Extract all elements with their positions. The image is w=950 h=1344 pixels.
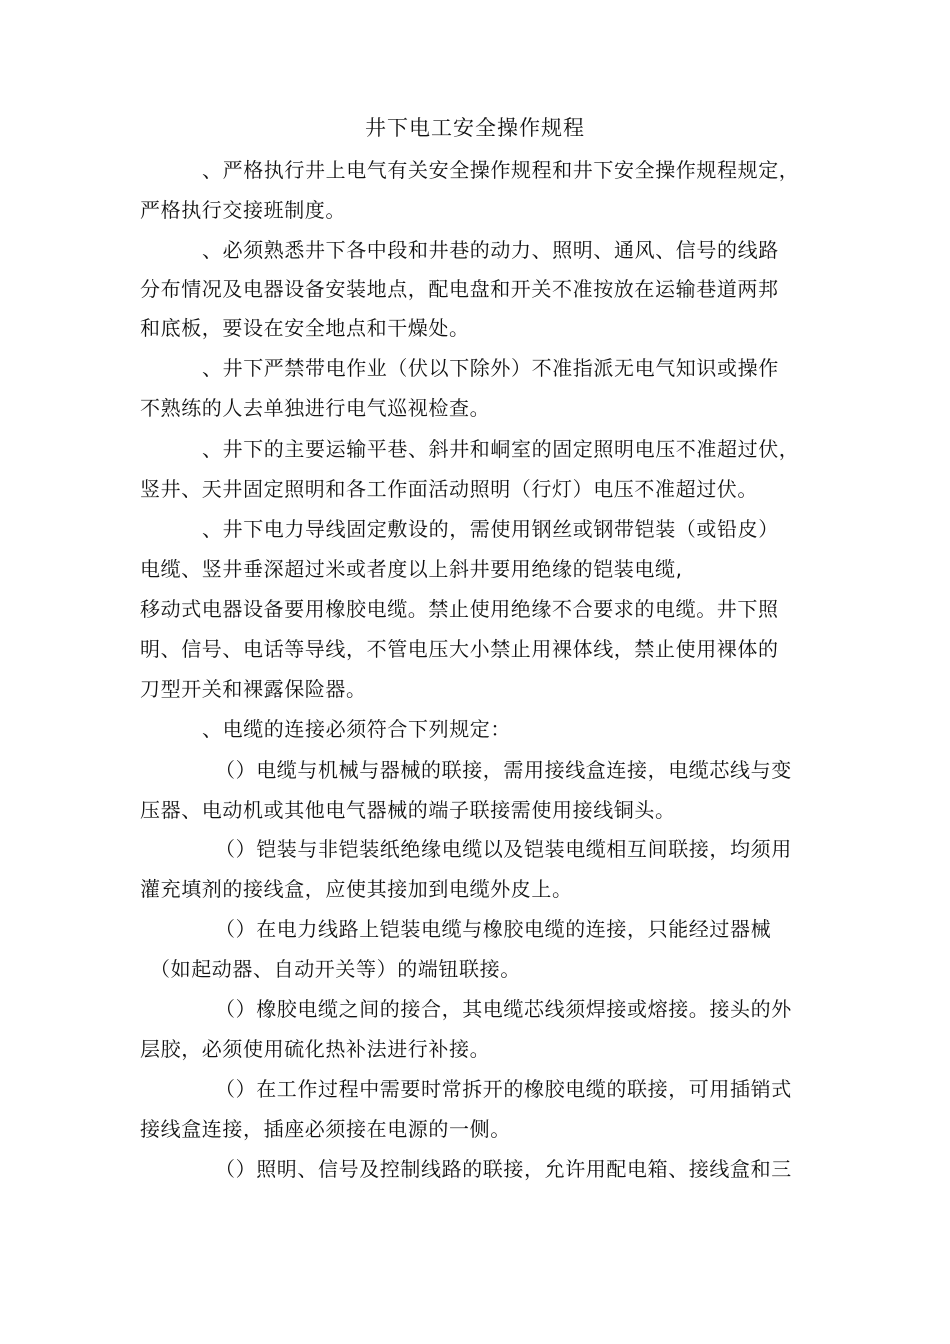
paragraph-line: 严格执行交接班制度。: [140, 198, 346, 222]
list-item-line: （）在电力线路上铠装电缆与橡胶电缆的连接，只能经过器械: [215, 917, 772, 941]
paragraph-line: 、电缆的连接必须符合下列规定：: [202, 717, 511, 741]
list-item-line: 层胶，必须使用硫化热补法进行补接。: [140, 1037, 491, 1061]
list-item-line: （）电缆与机械与器械的联接，需用接线盒连接，电缆芯线与变: [215, 758, 792, 782]
list-item-line: （如起动器、自动开关等）的端钮联接。: [150, 957, 521, 981]
list-item-line: （）铠装与非铠装纸绝缘电缆以及铠装电缆相互间联接，均须用: [215, 837, 792, 861]
list-item-line: （）照明、信号及控制线路的联接，允许用配电箱、接线盒和三: [215, 1157, 792, 1181]
list-item-line: （）橡胶电缆之间的接合，其电缆芯线须焊接或熔接。接头的外: [215, 997, 792, 1021]
paragraph-line: 不熟练的人去单独进行电气巡视检查。: [140, 396, 491, 420]
list-item-line: 接线盒连接，插座必须接在电源的一侧。: [140, 1117, 511, 1141]
list-item-line: 压器、电动机或其他电气器械的端子联接需使用接线铜头。: [140, 798, 676, 822]
document-title: 井下电工安全操作规程: [365, 116, 585, 140]
paragraph-line: 电缆、竖井垂深超过米或者度以上斜井要用绝缘的铠装电缆,: [140, 557, 683, 581]
paragraph-line: 移动式电器设备要用橡胶电缆。禁止使用绝缘不合要求的电缆。井下照: [140, 597, 779, 621]
paragraph-line: 、井下严禁带电作业（伏以下除外）不准指派无电气知识或操作: [202, 356, 779, 380]
paragraph-line: 分布情况及电器设备安装地点，配电盘和开关不准按放在运输巷道两邦: [140, 277, 779, 301]
paragraph-line: 刀型开关和裸露保险器。: [140, 677, 367, 701]
paragraph-line: 、必须熟悉井下各中段和井巷的动力、照明、通风、信号的线路: [202, 238, 779, 262]
paragraph-line: 竖井、天井固定照明和各工作面活动照明（行灯）电压不准超过伏。: [140, 477, 758, 501]
paragraph-line: 和底板，要设在安全地点和干燥处。: [140, 316, 470, 340]
paragraph-line: 、严格执行井上电气有关安全操作规程和井下安全操作规程规定，: [202, 158, 800, 182]
paragraph-line: 、井下电力导线固定敷设的，需使用钢丝或钢带铠装（或铅皮）: [202, 517, 779, 541]
list-item-line: 灌充填剂的接线盒，应使其接加到电缆外皮上。: [140, 877, 573, 901]
paragraph-line: 、井下的主要运输平巷、斜井和峒室的固定照明电压不准超过伏，: [202, 437, 800, 461]
list-item-line: （）在工作过程中需要时常拆开的橡胶电缆的联接，可用插销式: [215, 1077, 792, 1101]
paragraph-line: 明、信号、电话等导线，不管电压大小禁止用裸体线，禁止使用裸体的: [140, 637, 779, 661]
